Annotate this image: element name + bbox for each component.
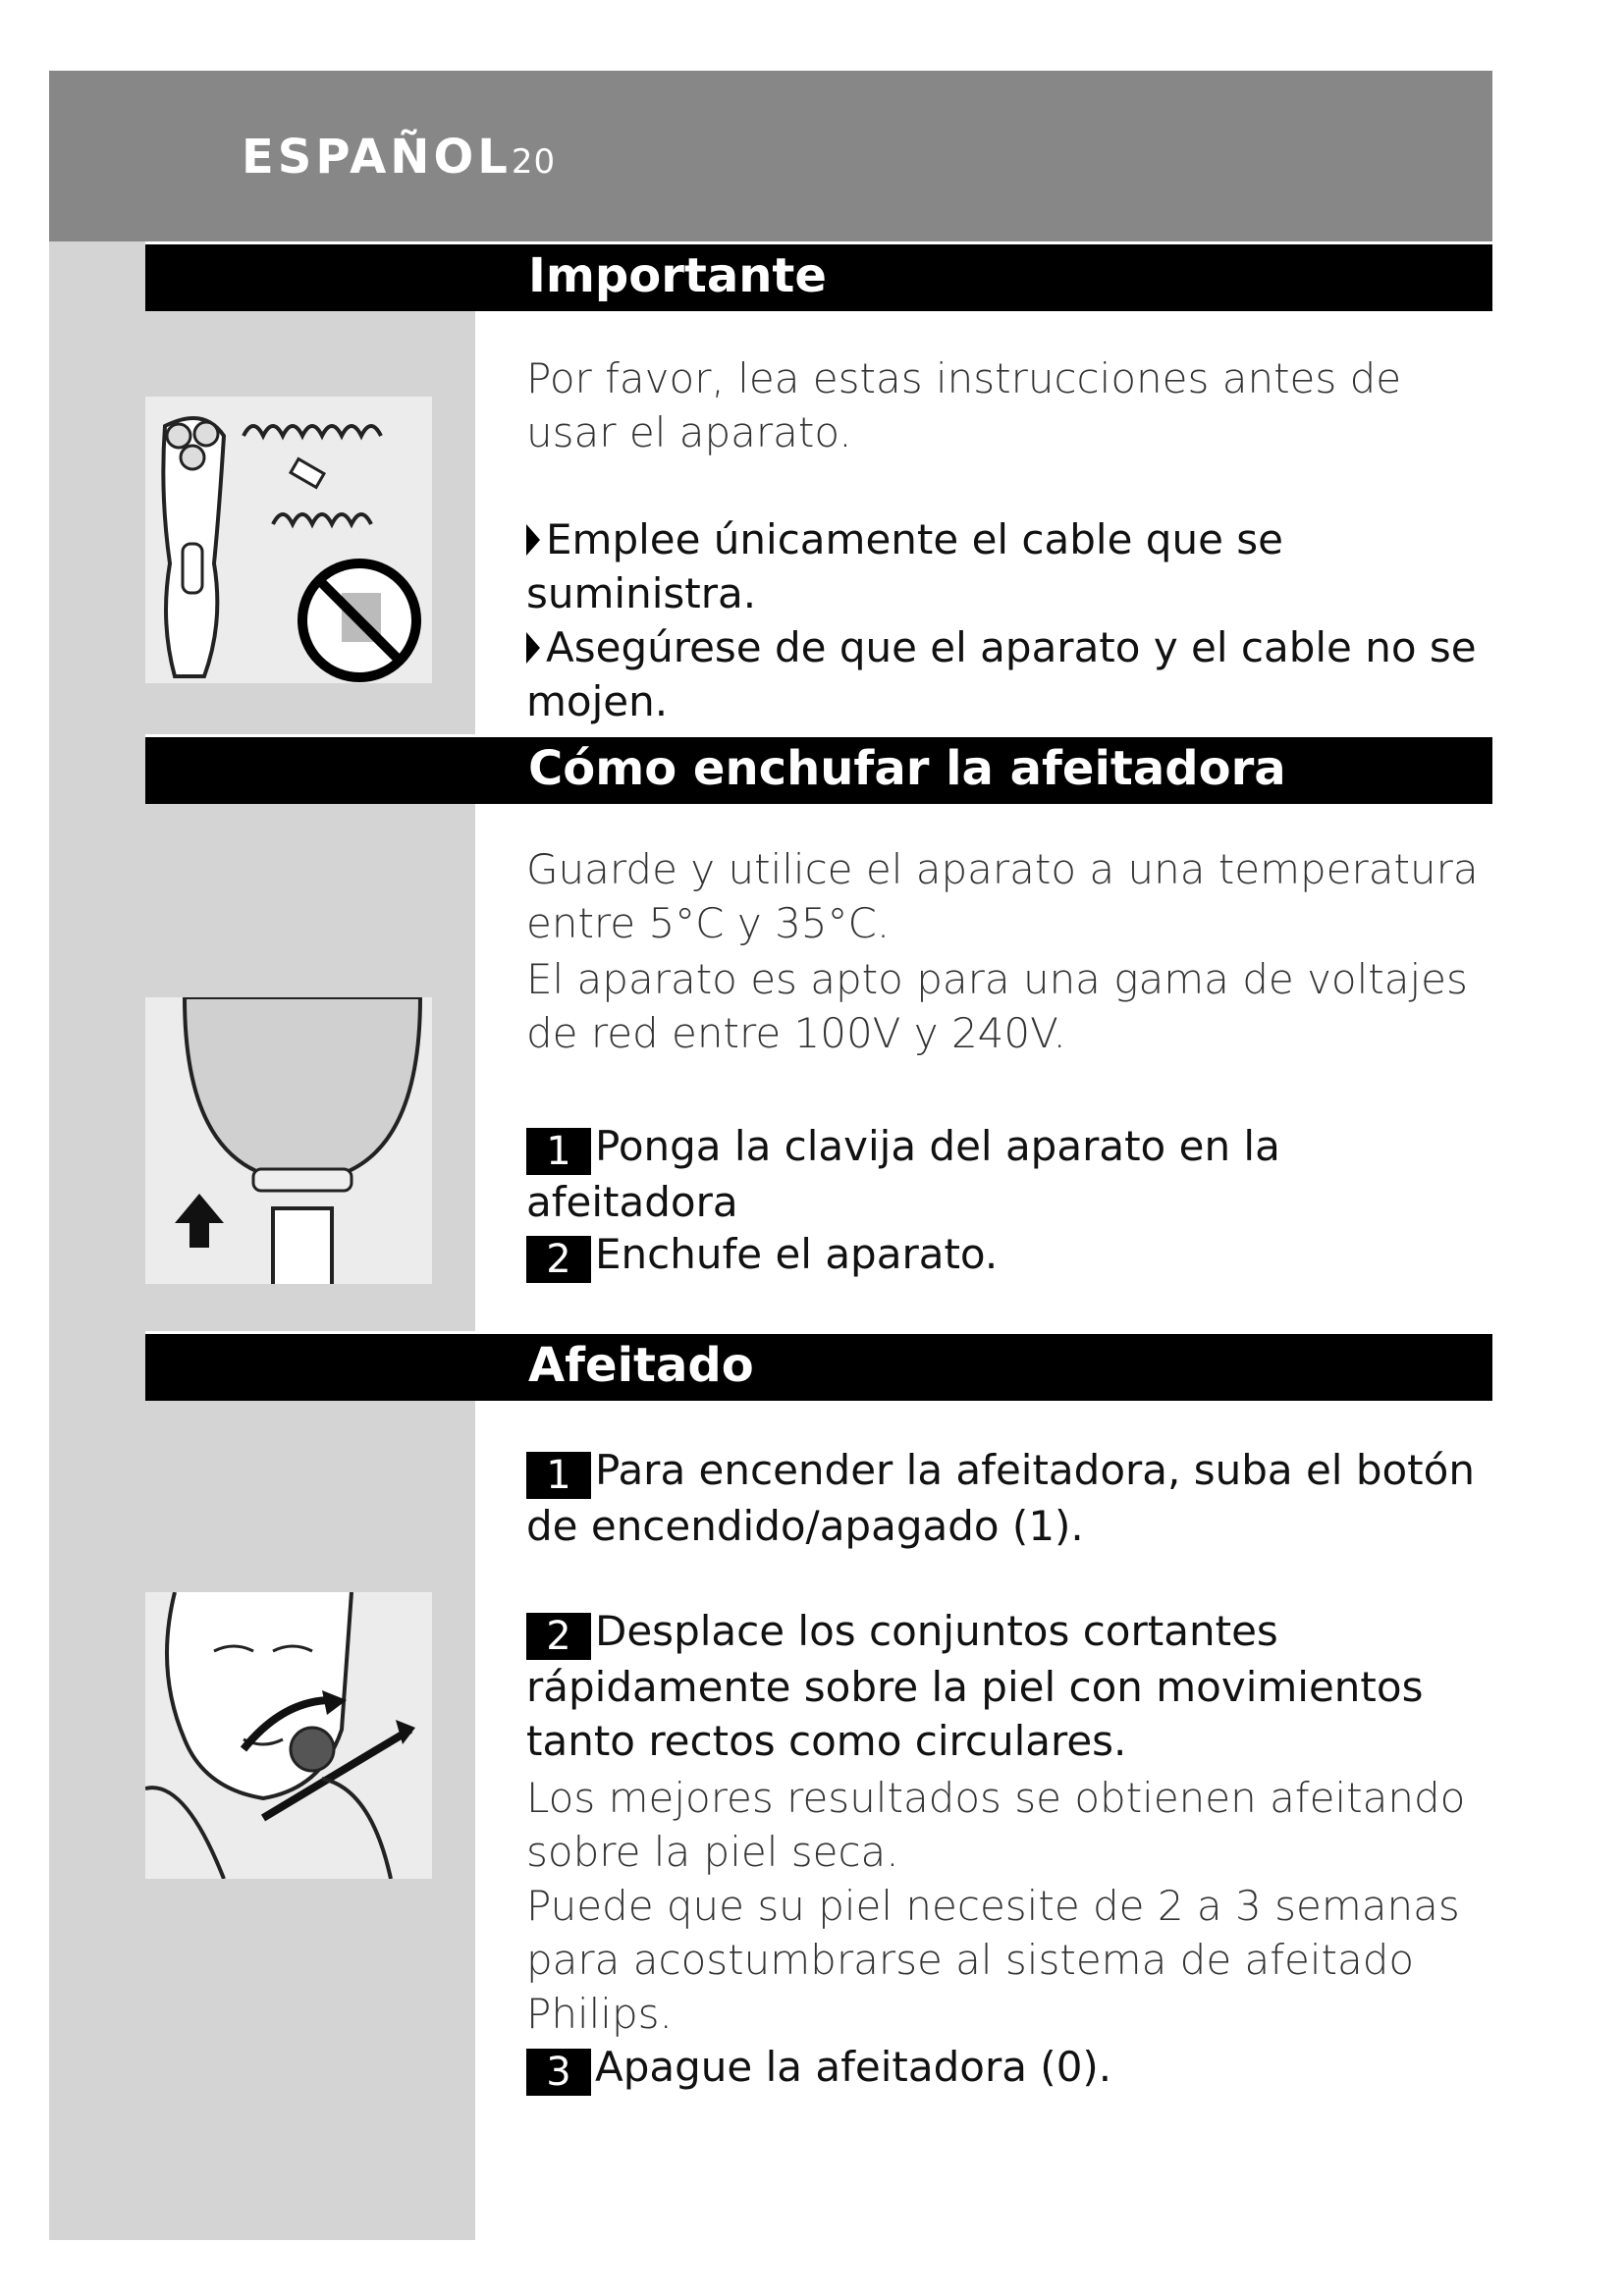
dry-skin-paragraph: Los mejores resultados se obtienen afeitando sobre la piel seca. [526, 1774, 1466, 1876]
step-item [526, 1227, 1489, 1283]
bullet-marker-icon [526, 632, 540, 664]
adaptation-paragraph: Puede que su piel necesite de 2 a 3 semanas para acostumbrarse al sistema de afeitado Philips. [526, 1882, 1460, 2038]
step-number: 3 [526, 2049, 591, 2096]
section-title: Importante [528, 248, 827, 303]
shaver-cord-illustration [145, 397, 432, 683]
page-header [242, 130, 556, 185]
bullet-item: Asegúrese de que el aparato y el cable no se mojen. [526, 623, 1477, 725]
section-title: Cómo enchufar la afeitadora [528, 741, 1286, 796]
shaver-no-water-icon [145, 397, 432, 683]
step-item [526, 1119, 1489, 1229]
step-number: 1 [526, 1128, 591, 1175]
step-number: 1 [526, 1452, 591, 1499]
step-text: Enchufe el aparato. [595, 1230, 999, 1278]
plug-into-shaver-illustration [145, 997, 432, 1284]
section-title: Afeitado [528, 1338, 754, 1393]
step-number: 2 [526, 1613, 591, 1660]
step-text: Ponga la clavija del aparato en la afeitadora [526, 1122, 1280, 1226]
section-header-afeitado [145, 1331, 1492, 1401]
plug-insertion-icon [145, 997, 432, 1284]
bullet-item: Emplee únicamente el cable que se suministra. [526, 515, 1283, 617]
section-header-enchufar [145, 734, 1492, 804]
step-text: Apague la afeitadora (0). [595, 2043, 1112, 2091]
step-text: Desplace los conjuntos cortantes rápidamente sobre la piel con movimientos tanto rectos como circulares. [526, 1607, 1424, 1765]
language-label: ESPAÑOL [242, 130, 512, 185]
step-item [526, 1443, 1489, 1553]
page-number: 20 [511, 142, 557, 182]
step-text: Para encender la afeitadora, suba el botón de encendido/apagado (1). [526, 1446, 1475, 1550]
voltage-paragraph: El aparato es apto para una gama de voltajes de red entre 100V y 240V. [526, 955, 1468, 1057]
bullet-marker-icon [526, 524, 540, 556]
step-item [526, 2040, 1489, 2096]
shaving-face-illustration [145, 1592, 432, 1879]
step-item [526, 1604, 1508, 1768]
shaving-motion-icon [145, 1592, 432, 1879]
bullet-list [526, 512, 1489, 728]
section-header-importante [145, 241, 1492, 311]
step-number: 2 [526, 1236, 591, 1283]
temperature-paragraph: Guarde y utilice el aparato a una temperatura entre 5°C y 35°C. [526, 845, 1479, 947]
intro-paragraph: Por favor, lea estas instrucciones antes de usar el aparato. [526, 354, 1402, 456]
